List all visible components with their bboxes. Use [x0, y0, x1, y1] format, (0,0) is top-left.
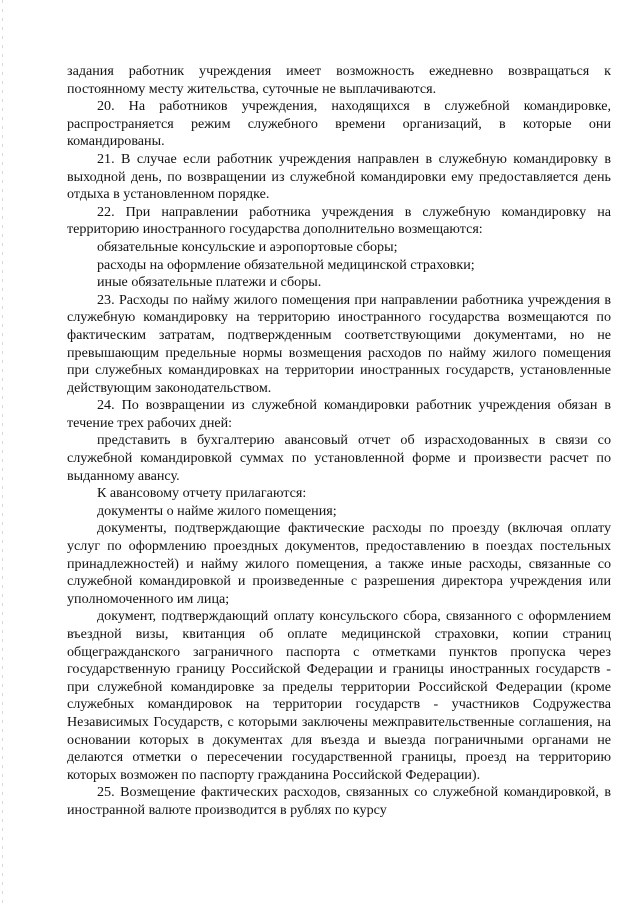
paragraph-continuation: задания работник учреждения имеет возможность ежедневно возвращаться к постоянному месту жительства, суточные не выплачиваются. [67, 63, 611, 97]
paragraph-24-item-travel-expenses: документы, подтверждающие фактические расходы по проезду (включая оплату услуг по оформлению проездных документов, предоставлению в поездах постельных принадлежностей) и найму жилого помещения, а также иные расходы, связанные со служебной командировкой и произведенные с разрешения директора учреждения или уполномоченного им лица; [67, 520, 611, 607]
paragraph-20: 20. На работников учреждения, находящихся в служебной командировке, распространяется режим служебного времени организаций, в которые они командированы. [67, 98, 611, 150]
paragraph-22-item-other-payments: иные обязательные платежи и сборы. [97, 274, 322, 291]
scan-edge [2, 0, 3, 905]
paragraph-24: 24. По возвращении из служебной командировки работник учреждения обязан в течение трех рабочих дней: [67, 397, 611, 431]
paragraph-25: 25. Возмещение фактических расходов, связанных со служебной командировкой, в иностранной валюте производится в рублях по курсу [67, 784, 611, 818]
paragraph-21: 21. В случае если работник учреждения направлен в служебную командировку в выходной день, по возвращении из служебной командировки ему предоставляется день отдыха в установленном порядке. [67, 150, 611, 203]
paragraph-22: 22. При направлении работника учреждения в служебную командировку на территорию иностранного государства дополнительно возмещаются: [67, 203, 611, 238]
paragraph-22-item-insurance: расходы на оформление обязательной медицинской страховки; [97, 256, 475, 273]
paragraph-24-item-consular-fee-docs: документ, подтверждающий оплату консульского сбора, связанного с оформлением въездной визы, квитанция об оплате медицинской страховки, копии страниц общегражданского заграничного паспорта с отметками пунктов пропуска через государственную границу Российской Федерации и границы иностранных государств - при служебной командировке за пределы территории Российской Федерации (кроме служебных командировок на территории государств - участников Содружества Независимых Государств, с которыми заключены межправительственные соглашения, на основании которых в документах для въезда и выезда пограничными органами не делаются отметки о пересечении государственной границы, проезд на территорию которых возможен по паспорту гражданина Российской Федерации). [67, 608, 611, 783]
paragraph-24-item-housing-docs: документы о найме жилого помещения; [97, 502, 337, 519]
paragraph-24-advance-report: представить в бухгалтерию авансовый отчет об израсходованных в связи со служебной командировкой суммах по установленной форме и произвести расчет по выданному авансу. [67, 432, 611, 484]
paragraph-24-attachments-heading: К авансовому отчету прилагаются: [97, 485, 307, 502]
document-body [67, 63, 611, 820]
paragraph-23: 23. Расходы по найму жилого помещения при направлении работника учреждения в служебную командировку на территорию иностранного государства возмещаются по фактическим затратам, подтвержденным соответствующими документами, но не превышающим предельные нормы возмещения расходов по найму жилого помещения при служебных командировках на территории иностранных государств, установленные действующим законодательством. [67, 291, 611, 396]
paragraph-22-item-consular-fees: обязательные консульские и аэропортовые сборы; [97, 238, 398, 255]
